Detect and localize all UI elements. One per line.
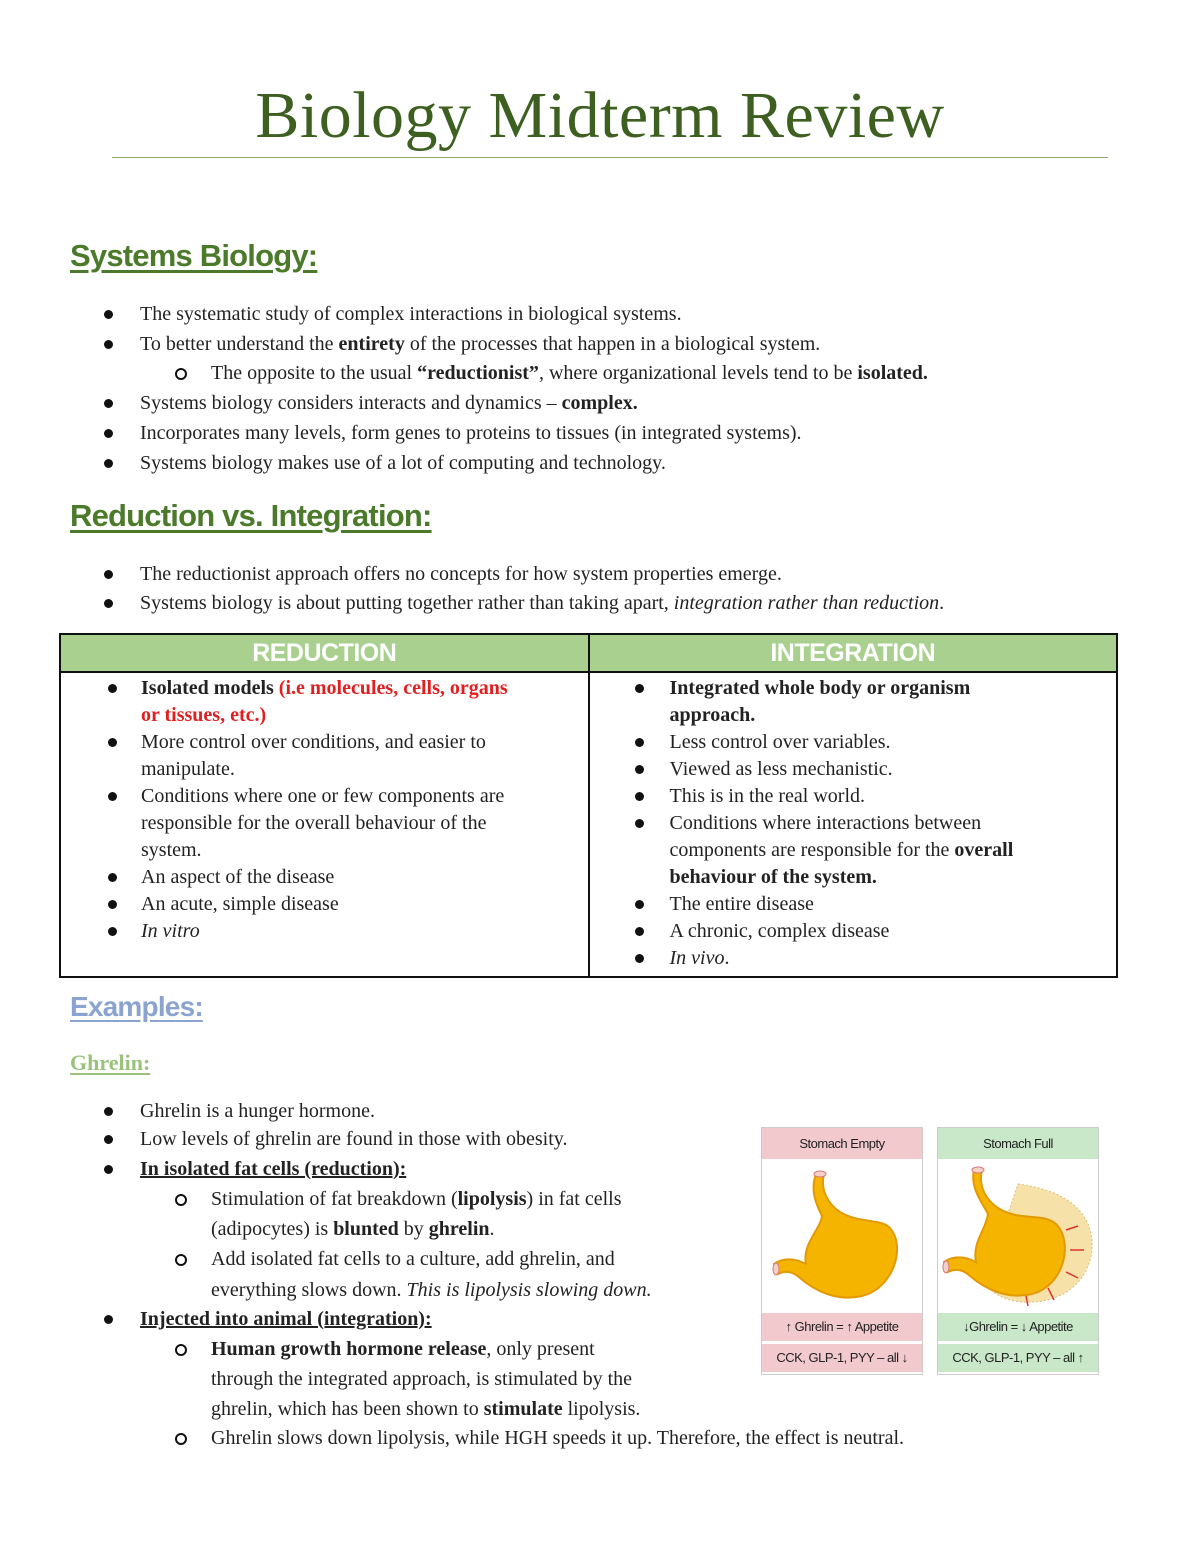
list-item: Isolated models (i.e molecules, cells, organs or tissues, etc.) [61,675,588,729]
bullet-icon [635,738,644,747]
page-title: Biology Midterm Review [255,79,945,152]
list-item: Systems biology considers interacts and dynamics – complex. [140,392,638,414]
stomach-empty-title: Stomach Empty [762,1128,922,1159]
stomach-full-icon [938,1160,1098,1310]
list-item: In isolated fat cells (reduction): [140,1158,407,1180]
list-item: Injected into animal (integration): [140,1308,432,1330]
bullet-icon [108,873,117,882]
list-item: Low levels of ghrelin are found in those with obesity. [140,1128,568,1150]
stomach-empty-icon [762,1160,922,1310]
bullet-icon [104,399,113,408]
heading-ghrelin: Ghrelin: [70,1050,151,1075]
sub-bullet-icon [175,368,187,380]
bullet-icon [108,900,117,909]
list-item: In vitro [61,918,588,945]
integration-cell [589,672,1118,977]
list-item: The reductionist approach offers no concepts for how system properties emerge. [140,563,782,585]
bullet-icon [635,765,644,774]
list-item: Incorporates many levels, form genes to proteins to tissues (in integrated systems). [140,422,802,444]
bullet-icon [108,927,117,936]
list-item: To better understand the entirety of the processes that happen in a biological system. [140,333,821,355]
list-item-continuation: ghrelin, which has been shown to stimulate lipolysis. [211,1398,641,1420]
list-item: More control over conditions, and easier to manipulate. [61,729,588,783]
stomach-full-ghrelin: ↓Ghrelin = ↓ Appetite [938,1313,1098,1341]
list-item: Integrated whole body or organism approach. [590,675,1117,729]
bullet-icon [104,1165,113,1174]
list-item: Viewed as less mechanistic. [590,756,1117,783]
bullet-icon [104,429,113,438]
list-item: The opposite to the usual “reductionist”, where organizational levels tend to be isolated. [211,362,928,384]
bullet-icon [635,954,644,963]
bullet-icon [635,792,644,801]
list-item: Add isolated fat cells to a culture, add ghrelin, and [211,1248,615,1270]
list-item: In vivo. [590,945,1117,972]
sub-bullet-icon [175,1254,187,1266]
bullet-icon [104,570,113,579]
bullet-icon [108,792,117,801]
table-header-reduction: REDUCTION [60,634,589,672]
stomach-full-hormones: CCK, GLP-1, PYY – all ↑ [938,1344,1098,1372]
list-item: The systematic study of complex interactions in biological systems. [140,303,682,325]
bullet-icon [104,599,113,608]
list-item: Stimulation of fat breakdown (lipolysis) in fat cells [211,1188,622,1210]
bullet-icon [104,1107,113,1116]
stomach-full-title: Stomach Full [938,1128,1098,1159]
stomach-empty-panel [761,1127,923,1375]
heading-systems-biology: Systems Biology: [70,238,318,273]
list-item-continuation: through the integrated approach, is stimulated by the [211,1368,632,1390]
heading-examples: Examples: [70,991,203,1022]
list-item: Systems biology makes use of a lot of computing and technology. [140,452,666,474]
list-item-continuation: everything slows down. This is lipolysis slowing down. [211,1279,652,1301]
list-item: An acute, simple disease [61,891,588,918]
list-item: Ghrelin is a hunger hormone. [140,1100,375,1122]
bullet-icon [635,684,644,693]
bullet-icon [104,340,113,349]
title-divider [112,157,1108,158]
list-item: Conditions where interactions between components are responsible for the overall behaviour of the system. [590,810,1117,891]
bullet-icon [108,684,117,693]
list-item-continuation: (adipocytes) is blunted by ghrelin. [211,1218,495,1240]
sub-bullet-icon [175,1433,187,1445]
stomach-full-panel [937,1127,1099,1375]
bullet-icon [104,310,113,319]
list-item: Conditions where one or few components are responsible for the overall behaviour of the system. [61,783,588,864]
list-item: Human growth hormone release, only present [211,1338,595,1360]
bullet-icon [635,927,644,936]
bullet-icon [104,459,113,468]
bullet-icon [104,1315,113,1324]
list-item: Ghrelin slows down lipolysis, while HGH speeds it up. Therefore, the effect is neutral. [211,1427,905,1449]
sub-bullet-icon [175,1344,187,1356]
list-item: A chronic, complex disease [590,918,1117,945]
stomach-empty-ghrelin: ↑ Ghrelin = ↑ Appetite [762,1313,922,1341]
table-header-integration: INTEGRATION [589,634,1118,672]
bullet-icon [108,738,117,747]
list-item: An aspect of the disease [61,864,588,891]
stomach-empty-hormones: CCK, GLP-1, PYY – all ↓ [762,1344,922,1372]
list-item: This is in the real world. [590,783,1117,810]
heading-reduction-integration: Reduction vs. Integration: [70,498,432,533]
list-item: Systems biology is about putting together rather than taking apart, integration rather than reduction. [140,592,945,614]
bullet-icon [635,900,644,909]
list-item: Less control over variables. [590,729,1117,756]
bullet-icon [635,819,644,828]
comparison-table [59,633,1118,978]
list-item: The entire disease [590,891,1117,918]
sub-bullet-icon [175,1194,187,1206]
bullet-icon [104,1135,113,1144]
reduction-cell [60,672,589,977]
